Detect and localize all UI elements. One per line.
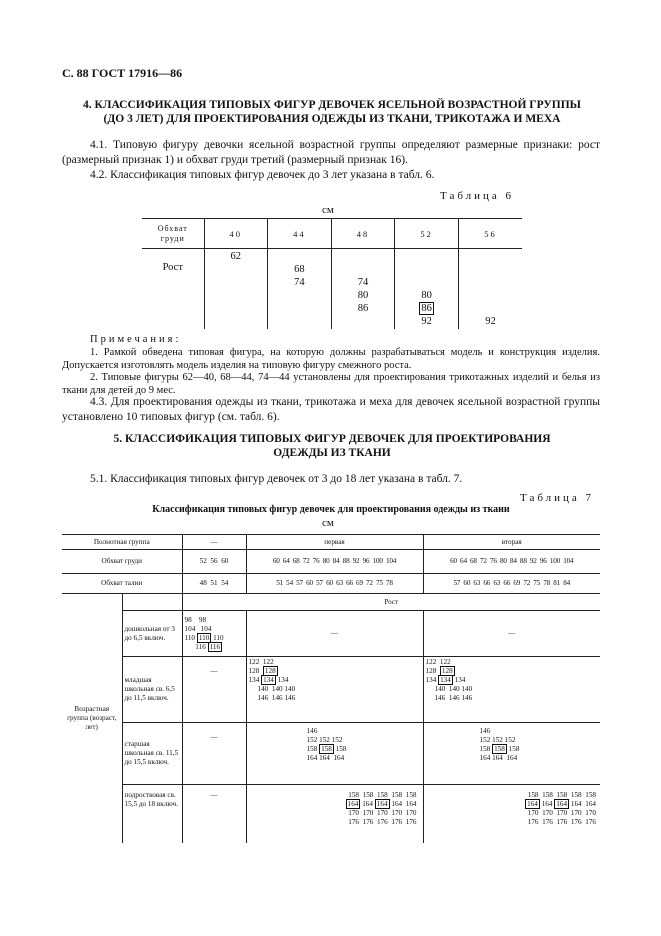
waist-cell: 48 51 54	[182, 574, 246, 594]
table-7	[62, 534, 600, 843]
preschool-heights: 98 98 104 104 110 110 110 116 116	[182, 611, 246, 657]
chest-cell: 60 64 68 72 76 80 84 88 92 96 100 104	[423, 550, 600, 574]
table-6-col-header: 40	[204, 219, 268, 249]
age-junior-label: младшая школьная св. 6,5 до 11,5 включ.	[122, 657, 182, 723]
height-header: Рост	[182, 594, 600, 611]
junior-heights-second: 122 122 128 128 134 134 134 140 140 140 146 146 146	[423, 657, 600, 723]
paragraph-4-1: 4.1. Типовую фигуру девочки ясельной возрастной группы определяют размерные признаки: рост (размерный признак 1) и обхват груди третий (размерный признак 16).	[62, 139, 600, 166]
group-cell: —	[182, 535, 246, 550]
table-6-caption: Таблица 6	[440, 190, 515, 202]
age-preschool-label: дошкольная от 3 до 6,5 включ.	[122, 611, 182, 657]
table-6-cell: 68 74	[268, 249, 332, 330]
age-senior-label: старшая школьная св. 11,5 до 15,5 включ.	[122, 723, 182, 785]
teen-heights-second: 158 158 158 158 158 164 164 164 164 164 170 170 170 170 170 176 176 176 176 176	[423, 785, 600, 843]
table-6-col-header: 44	[268, 219, 332, 249]
senior-heights-first: 146 152 152 152 158 158 158 164 164 164	[246, 723, 423, 785]
chest-cell: 52 56 60	[182, 550, 246, 574]
table-6-corner: Обхват груди	[142, 219, 204, 249]
table-7-unit: см	[322, 517, 334, 529]
age-teen-label: подростковая св. 15,5 до 18 включ.	[122, 785, 182, 843]
section-4-title	[62, 98, 602, 126]
preschool-dash: —	[423, 611, 600, 657]
section-4-title-line-2: (ДО 3 ЛЕТ) ДЛЯ ПРОЕКТИРОВАНИЯ ОДЕЖДЫ ИЗ ТКАНИ, ТРИКОТАЖА И МЕХА	[103, 113, 561, 125]
group-cell: первая	[246, 535, 423, 550]
row-label-group: Полнотная группа	[62, 535, 182, 550]
teen-heights-first: 158 158 158 158 158 164 164 164 164 164 170 170 170 170 170 176 176 176 176 176	[246, 785, 423, 843]
table-6-cell: 92	[458, 249, 522, 330]
waist-cell: 51 54 57 60 57 60 63 66 69 72 75 78	[246, 574, 423, 594]
paragraph-4-2: 4.2. Классификация типовых фигур девочек до 3 лет указана в табл. 6.	[90, 169, 435, 181]
age-group-label: Возрастная группа (возраст, лет)	[62, 594, 122, 843]
table-6-cell: 62	[204, 249, 268, 330]
table-7-title: Классификация типовых фигур девочек для проектирования одежды из ткани	[152, 504, 510, 515]
preschool-dash: —	[246, 611, 423, 657]
table-6-col-header: 52	[395, 219, 459, 249]
group-cell: вторая	[423, 535, 600, 550]
chest-cell: 60 64 68 72 76 80 84 88 92 96 100 104	[246, 550, 423, 574]
note-1: 1. Рамкой обведена типовая фигура, на которую должны разрабатываться модель и конструкция изделия. Допускается изготовлять модель изделия на типовую фигуру смежного роста.	[62, 347, 600, 371]
paragraph-5-1: 5.1. Классификация типовых фигур девочек от 3 до 18 лет указана в табл. 7.	[90, 473, 463, 485]
section-5-title-line-1: 5. КЛАССИФИКАЦИЯ ТИПОВЫХ ФИГУР ДЕВОЧЕК ДЛЯ ПРОЕКТИРОВАНИЯ	[113, 433, 551, 445]
table-6-col-header: 56	[458, 219, 522, 249]
junior-heights-first: 122 122 128 128 134 134 134 140 140 140 146 146 146	[246, 657, 423, 723]
table-6-cell: 74 80 86	[331, 249, 395, 330]
page-header: С. 88 ГОСТ 17916—86	[62, 66, 183, 80]
section-5-title-line-2: ОДЕЖДЫ ИЗ ТКАНИ	[273, 447, 391, 459]
paragraph-4-3: 4.3. Для проектирования одежды из ткани, трикотажа и меха для девочек ясельной возрастной группы установлено 10 типовых фигур (см. табл. 6).	[62, 396, 600, 423]
teen-dash: —	[182, 785, 246, 843]
section-4-title-line-1: 4. КЛАССИФИКАЦИЯ ТИПОВЫХ ФИГУР ДЕВОЧЕК ЯСЕЛЬНОЙ ВОЗРАСТНОЙ ГРУППЫ	[83, 99, 581, 111]
typical-figure-box: 86	[421, 303, 432, 314]
table-7-caption: Таблица 7	[520, 492, 595, 504]
table-6-unit: см	[322, 204, 334, 216]
notes-title: Примечания:	[90, 334, 182, 345]
table-6-cell: 80 86 92	[395, 249, 459, 330]
row-label-chest: Обхват груди	[62, 550, 182, 574]
waist-cell: 57 60 63 66 63 66 69 72 75 78 81 84	[423, 574, 600, 594]
section-5-title	[62, 432, 602, 460]
row-label-waist: Обхват талии	[62, 574, 182, 594]
table-6-col-header: 48	[331, 219, 395, 249]
senior-dash: —	[182, 723, 246, 785]
senior-heights-second: 146 152 152 152 158 158 158 164 164 164	[423, 723, 600, 785]
junior-dash: —	[182, 657, 246, 723]
table-6-row-label: Рост	[142, 249, 204, 330]
note-2: 2. Типовые фигуры 62—40, 68—44, 74—44 установлены для проектирования трикотажных изделий и белья из ткани для детей до 9 мес.	[62, 372, 600, 396]
table-6	[142, 218, 522, 329]
